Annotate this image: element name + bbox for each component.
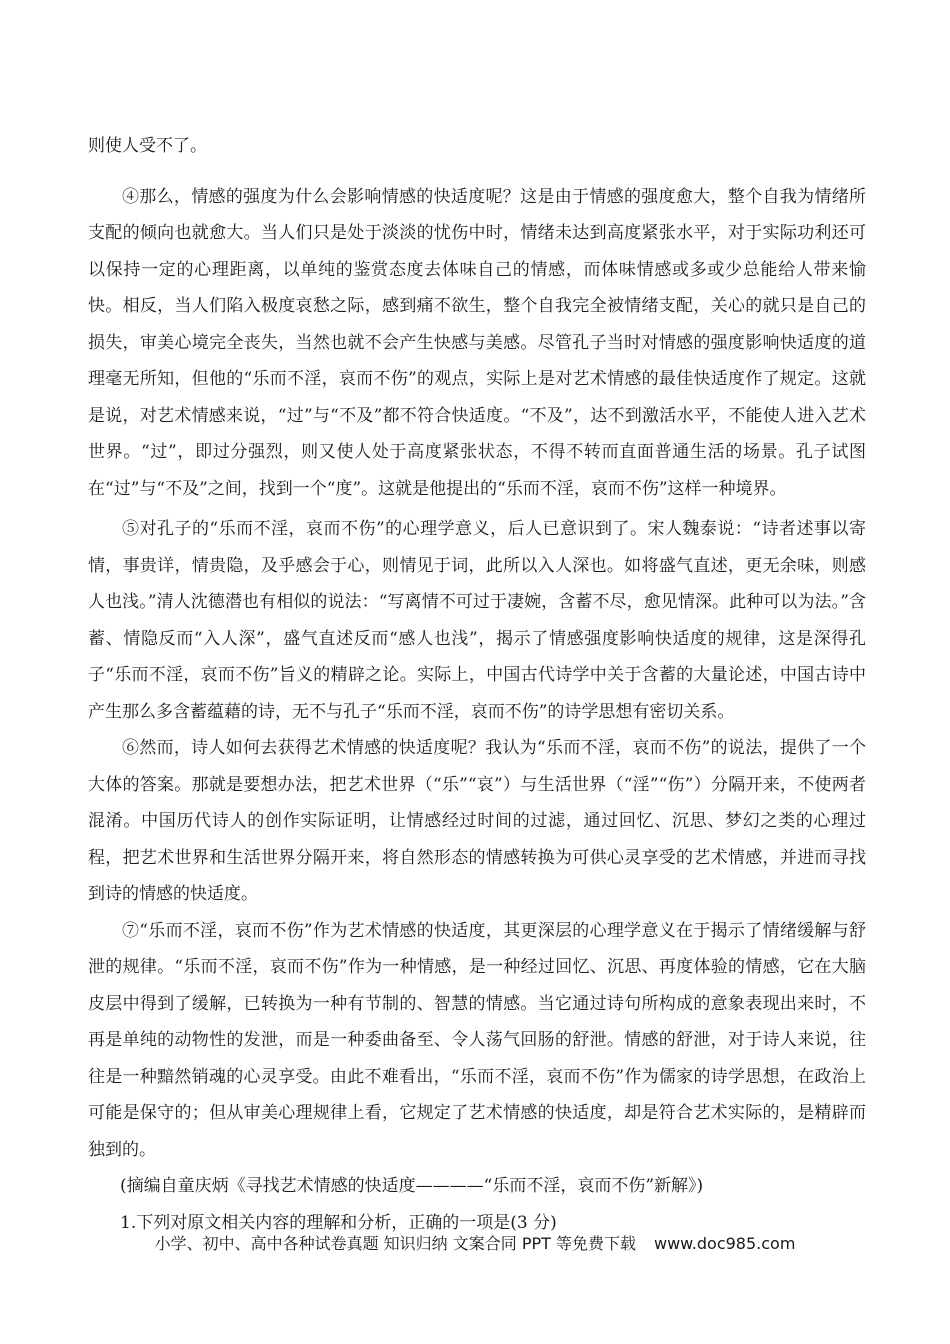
paragraph-7: ⑦“乐而不淫，哀而不伤”作为艺术情感的快适度，其更深层的心理学意义在于揭示了情绪缓解与舒泄的规律。“乐而不淫，哀而不伤”作为一种情感，是一种经过回忆、沉思、再度体验的情感，它在大脑皮层中得到了缓解，已转换为一种有节制的、智慧的情感。当它通过诗句所构成的意象表现出来时，不再是单纯的动物性的发泄，而是一种委曲备至、令人荡气回肠的舒泄。情感的舒泄，对于诗人来说，往往是一种黯然销魂的心灵享受。由此不难看出，“乐而不淫，哀而不伤”作为儒家的诗学思想，在政治上可能是保守的；但从审美心理规律上看，它规定了艺术情感的快适度，却是符合艺术实际的，是精辟而独到的。 [88,920,866,1160]
source-citation: (摘编自童庆炳《寻找艺术情感的快适度————“乐而不淫，哀而不伤”新解》) [120,1176,704,1196]
question-1: 1.下列对原文相关内容的理解和分析，正确的一项是(3 分) [120,1212,557,1233]
paragraph-6: ⑥然而，诗人如何去获得艺术情感的快适度呢？我认为“乐而不淫，哀而不伤”的说法，提供了一个大体的答案。那就是要想办法，把艺术世界（“乐”“哀”）与生活世界（“淫”“伤”）分隔开来，不使两者混淆。中国历代诗人的创作实际证明，让情感经过时间的过滤，通过回忆、沉思、梦幻之类的心理过程，把艺术世界和生活世界分隔开来，将自然形态的情感转换为可供心灵享受的艺术情感，并进而寻找到诗的情感的快适度。 [88,738,866,904]
document-body [88,128,866,1241]
footer-site-link[interactable]: www.doc985.com [654,1234,796,1253]
page-footer [0,1230,950,1258]
footer-text: 小学、初中、高中各种试卷真题 知识归纳 文案合同 PPT 等免费下载 [154,1234,636,1253]
continuation-line: 则使人受不了。 [88,136,207,156]
paragraph-4: ④那么，情感的强度为什么会影响情感的快适度呢？这是由于情感的强度愈大，整个自我为情绪所支配的倾向也就愈大。当人们只是处于淡淡的忧伤中时，情绪未达到高度紧张水平，对于实际功利还可以保持一定的心理距离，以单纯的鉴赏态度去体味自己的情感，而体味情感或多或少总能给人带来愉快。相反，当人们陷入极度哀愁之际，感到痛不欲生，整个自我完全被情绪支配，关心的就只是自己的损失，审美心境完全丧失，当然也就不会产生快感与美感。尽管孔子当时对情感的强度影响快适度的道理毫无所知，但他的“乐而不淫，哀而不伤”的观点，实际上是对艺术情感的最佳快适度作了规定。这就是说，对艺术情感来说，“过”与“不及”都不符合快适度。“不及”，达不到激活水平，不能使人进入艺术世界。“过”，即过分强烈，则又使人处于高度紧张状态，不得不转而直面普通生活的场景。孔子试图在“过”与“不及”之间，找到一个“度”。这就是他提出的“乐而不淫，哀而不伤”这样一种境界。 [88,186,866,499]
paragraph-5: ⑤对孔子的“乐而不淫，哀而不伤”的心理学意义，后人已意识到了。宋人魏泰说：“诗者述事以寄情，事贵详，情贵隐，及乎感会于心，则情见于词，此所以入人深也。如将盛气直述，更无余味，则感人也浅。”清人沈德潜也有相似的说法：“写离情不可过于凄婉，含蓄不尽，愈见情深。此种可以为法。”含蓄、情隐反而“入人深”，盛气直述反而“感人也浅”，揭示了情感强度影响快适度的规律，这是深得孔子“乐而不淫，哀而不伤”旨义的精辟之论。实际上，中国古代诗学中关于含蓄的大量论述，中国古诗中产生那么多含蓄蕴藉的诗，无不与孔子“乐而不淫，哀而不伤”的诗学思想有密切关系。 [88,519,866,722]
